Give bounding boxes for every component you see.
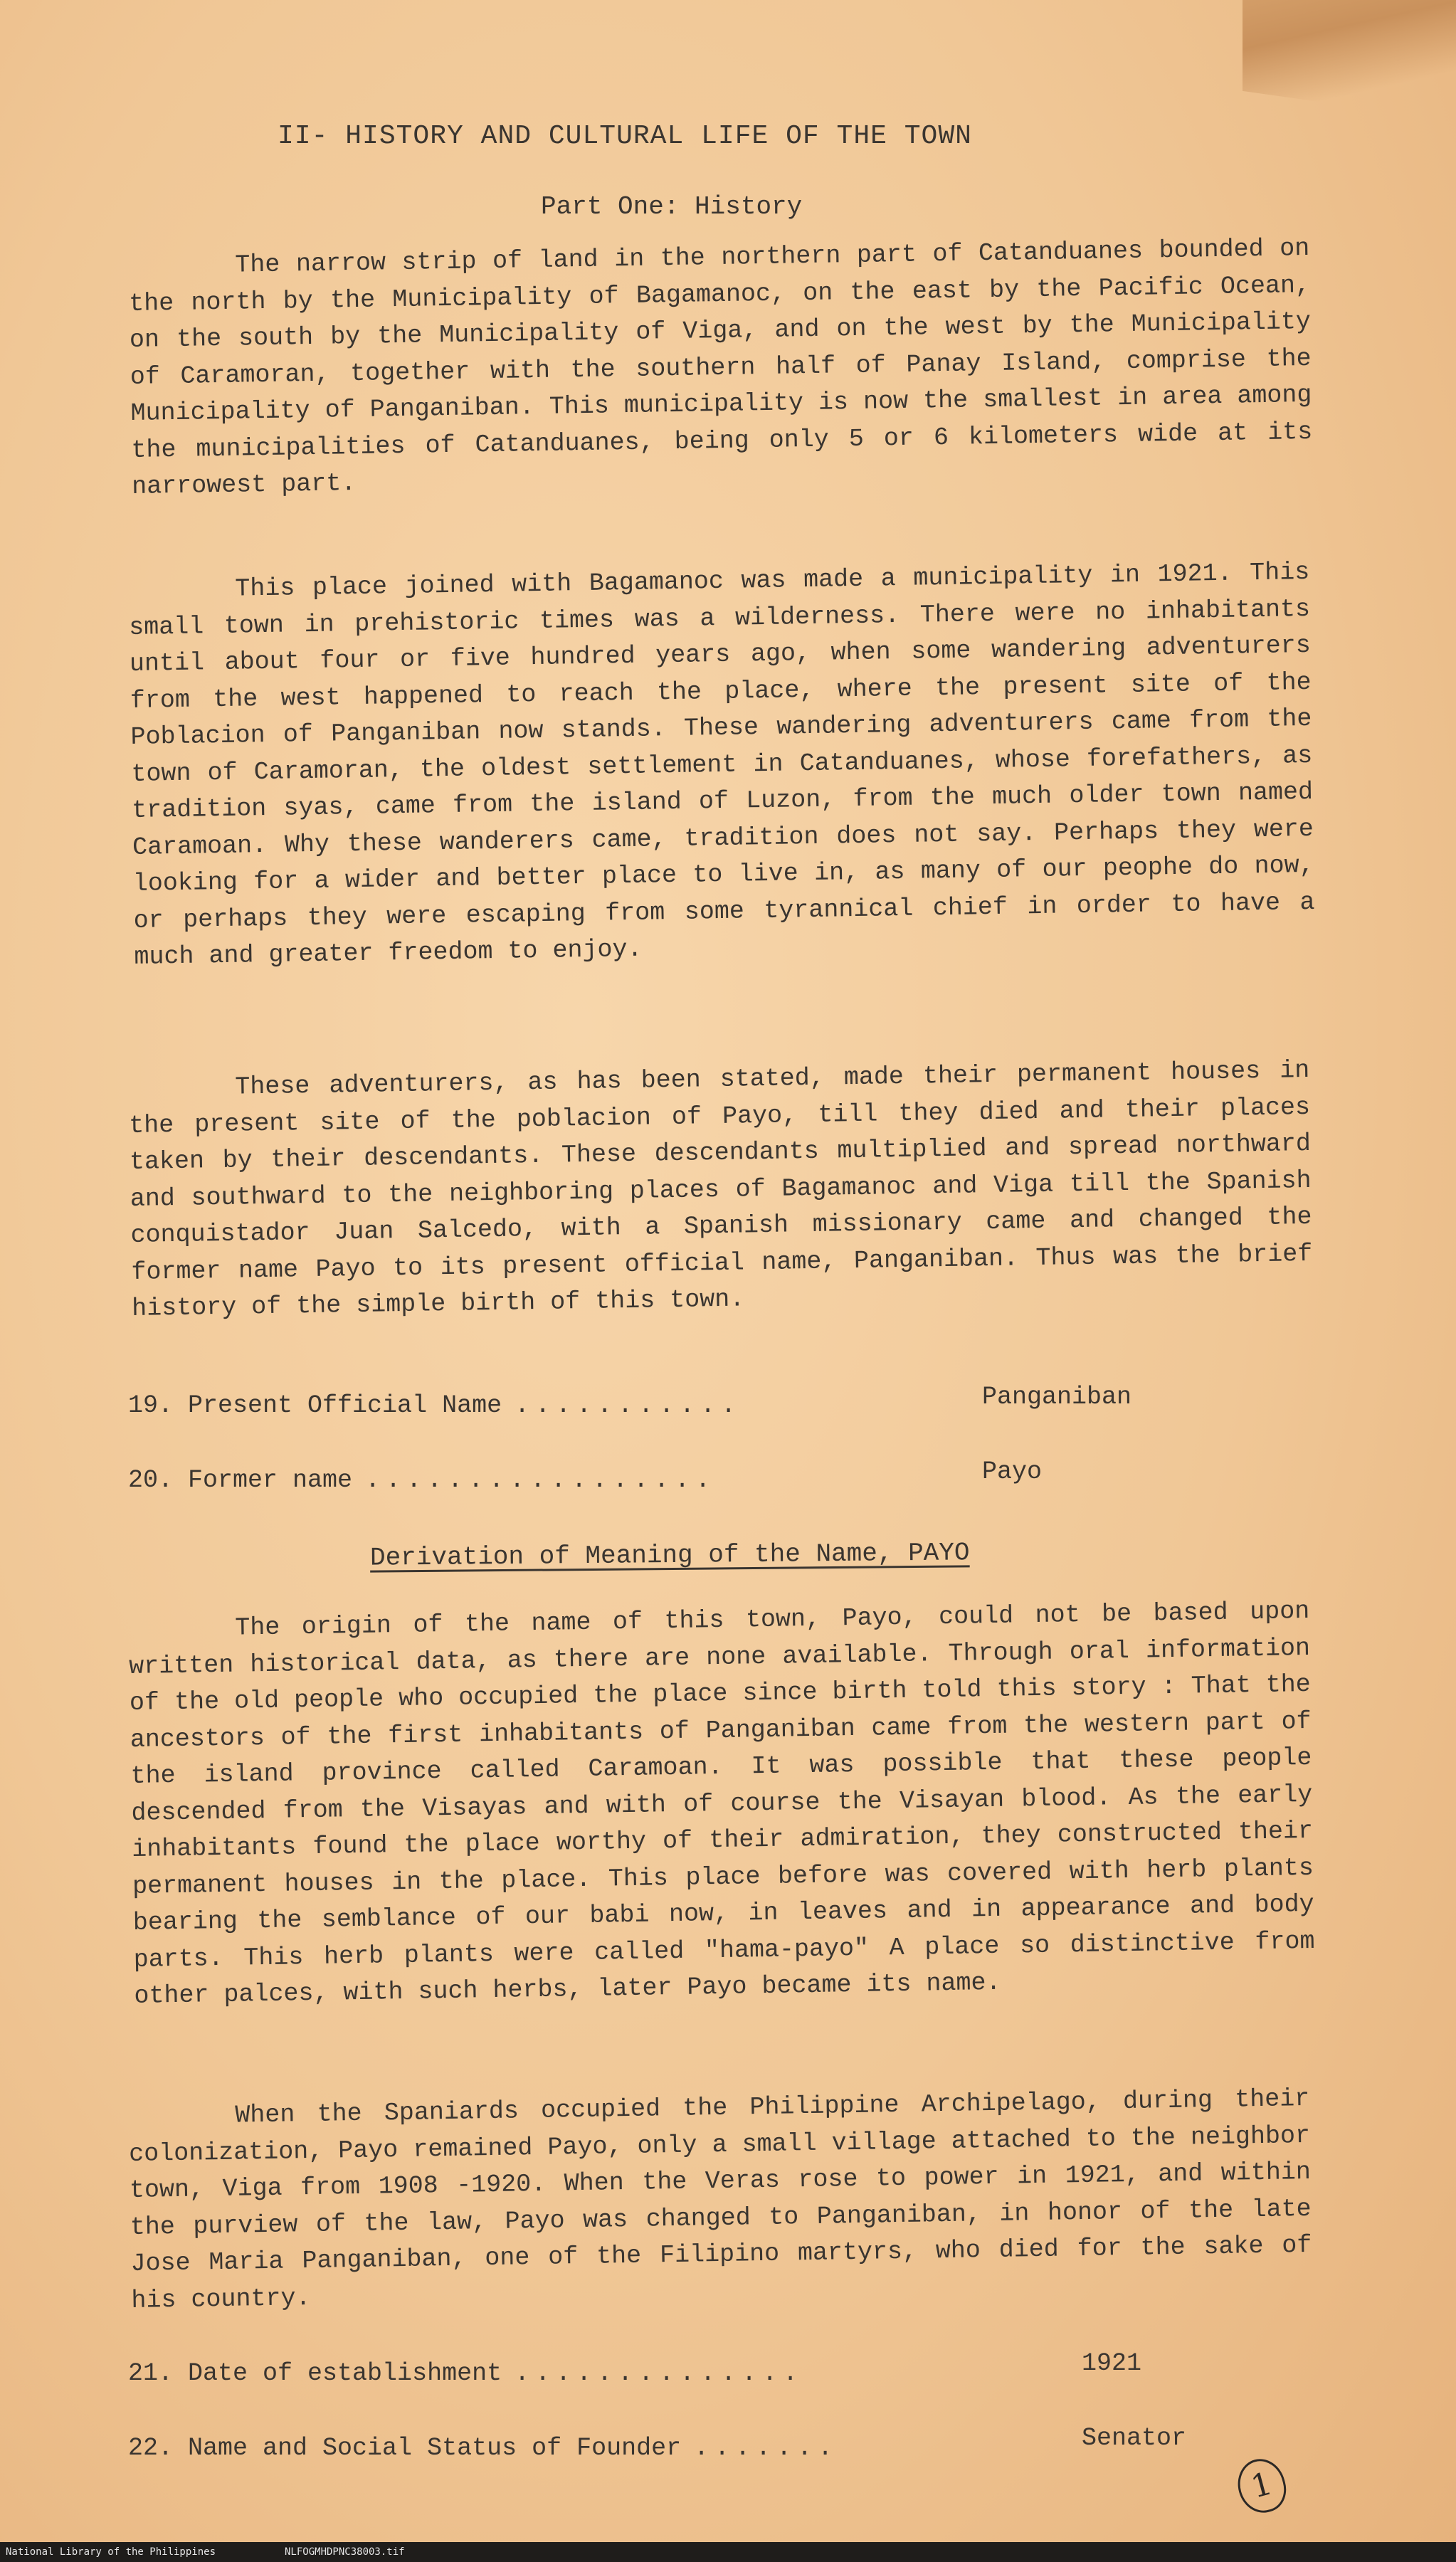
leader-dots: .......	[694, 2434, 839, 2462]
item-founder	[128, 2424, 1196, 2469]
paragraph-descendants: These adventurers, as has been stated, made their permanent houses in the present site of the poblacion of Payo, till they died and their places taken by their descendants. These descendants multiplied and spread northward and southward to the neighboring places of Bagamanoc and Viga till the Spanish conquistador Juan Salcedo, with a Spanish missionary came and changed the former name Payo to its present official name, Panganiban. Thus was the brief history of the simple birth of this town.	[128, 1055, 1313, 1323]
paragraph-spanish-period: When the Spaniards occupied the Philippine Archipelago, during their colonization, Payo remained Payo, only a small village attached to the neighbor town, Viga from 1908 -1920. When the Veras rose to power in 1921, and within the purview of the law, Payo was changed to Panganiban, in honor of the late Jose Maria Panganiban, one of the Filipino martyrs, who died for the sake of his country.	[128, 2084, 1312, 2315]
item-value: Payo	[982, 1457, 1043, 1486]
item-label: 21. Date of establishment	[128, 2359, 502, 2388]
archive-footer	[0, 2542, 1456, 2562]
derivation-heading: Derivation of Meaning of the Name, PAYO	[369, 1538, 970, 1573]
document-title: II- HISTORY AND CULTURAL LIFE OF THE TOWN	[278, 121, 972, 152]
item-label: 19. Present Official Name	[128, 1391, 502, 1420]
footer-library-name: National Library of the Philippines	[6, 2546, 216, 2558]
item-official-name	[128, 1383, 1196, 1427]
item-date-established	[128, 2349, 1196, 2395]
item-value: Panganiban	[982, 1383, 1132, 1411]
item-former-name	[128, 1457, 1196, 1502]
paragraph-name-origin: The origin of the name of this town, Payo, could not be based upon written historical data, as there are none available. Through oral information of the old people who occupied the place since birth told this story : That the ancestors of the first inhabitants of Panganiban came from the western part of the island province called Caramoan. It was possible that these people descended from the Visayas and with of course the Visayan blood. As the early inhabitants found the place worthy of their admiration, they constructed their permanent houses in the place. This place before was covered with herb plants bearing the semblance of our babi now, in leaves and in appearance and body parts. This herb plants were called "hama-payo" A place so distinctive from other palces, with such herbs, later Payo became its name.	[128, 1596, 1315, 2010]
handwritten-page-number: 1	[1232, 2454, 1291, 2518]
leader-dots: .................	[365, 1466, 717, 1494]
item-value: 1921	[1082, 2349, 1142, 2378]
item-label: 20. Former name	[128, 1466, 353, 1494]
paragraph-early-history: This place joined with Bagamanoc was made a municipality in 1921. This small town in prehistoric times was a wilderness. There were no inhabitants until about four or five hundred years ago, when some wandering adventurers from the west happened to reach the place, where the present site of the Poblacion of Panganiban now stands. These wandering adventurers came from the town of Caramoran, the oldest settlement in Catanduanes, whose forefathers, as tradition syas, came from the island of Luzon, from the much older town named Caramoan. Why these wanderers came, tradition does not say. Perhaps they were looking for a wider and better place to live in, as many of our peophe do now, or perhaps they were escaping from some tyrannical chief in order to have a much and greater freedom to enjoy.	[128, 557, 1315, 971]
item-value: Senator	[1082, 2424, 1187, 2452]
footer-filename: NLFOGMHDPNC38003.tif	[285, 2546, 405, 2558]
leader-dots: ..............	[515, 2359, 804, 2388]
leader-dots: ...........	[515, 1391, 742, 1420]
section-heading: Part One: History	[541, 192, 803, 221]
paragraph-location: The narrow strip of land in the northern part of Catanduanes bounded on the north by the Municipality of Bagamanoc, on the east by the Pacific Ocean, on the south by the Municipality of Viga, and on the west by the Municipality of Caramoran, together with the southern half of Panay Island, comprise the Municipality of Panganiban. This municipality is now the smallest in area among the municipalities of Catanduanes, being only 5 or 6 kilometers wide at its narrowest part.	[128, 233, 1313, 501]
item-label: 22. Name and Social Status of Founder	[128, 2434, 682, 2462]
